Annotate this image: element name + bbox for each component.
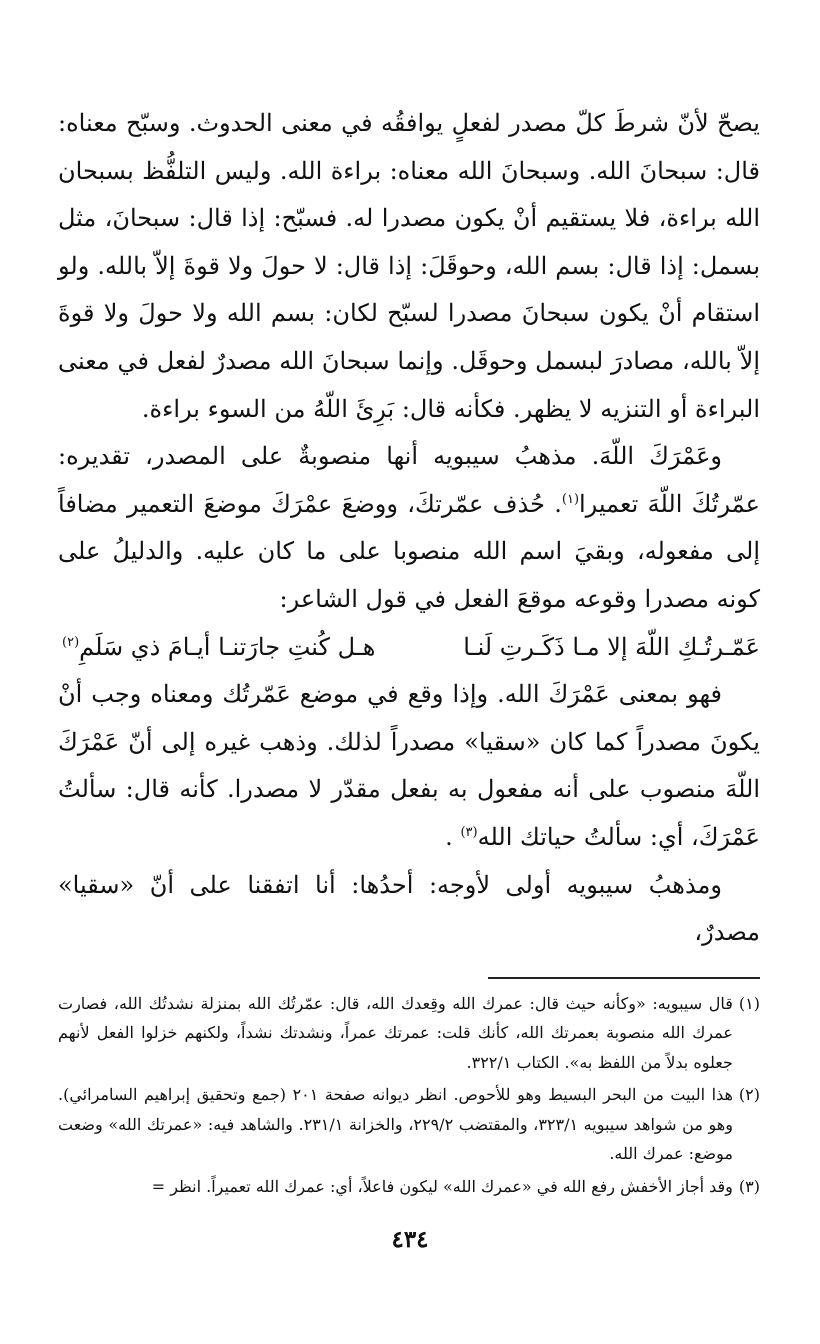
footnote-number: (٣) bbox=[738, 1176, 760, 1196]
period: . bbox=[445, 822, 453, 851]
footnote-number: (١) bbox=[738, 993, 760, 1013]
paragraph-text: ومذهبُ سيبويه أولى لأوجه: أحدُها: أنا اتفقنا على أنّ «سقيا» مصدرٌ، bbox=[58, 870, 760, 947]
period: . bbox=[554, 489, 562, 518]
footnote-ref-1: (١) bbox=[561, 491, 580, 507]
paragraph bbox=[58, 433, 760, 623]
paragraph-text: وعَمْرَكَ اللّهَ. مذهبُ سيبويه أنها منصوبةٌ على المصدر، تقديره: عمّرتُكَ اللّهَ تعميرا bbox=[58, 442, 760, 518]
verse-second-hemistich: هـل كُنتِ جارَتنـا أيـامَ ذي سَلَمِ bbox=[79, 632, 376, 661]
verse-first-hemistich: عَمّـرتُـكِ اللّهَ إلا مـا ذَكَـرتِ لَنـا bbox=[463, 632, 760, 661]
footnote-separator bbox=[488, 977, 760, 979]
footnote-1 bbox=[58, 989, 760, 1078]
footnote-number: (٢) bbox=[738, 1085, 760, 1105]
verse-second-hemistich-wrap bbox=[62, 624, 375, 672]
footnote-text: وقد أجاز الأخفش رفع الله في «عمرك الله» ليكون فاعلاً، أي: عمرك الله تعميراً. انظر = bbox=[151, 1176, 733, 1196]
paragraph-text: فهو بمعنى عَمْرَكَ الله. وإذا وقع في موضع عَمّرتُك ومعناه وجب أنْ يكونَ مصدراً كما كان «سقيا» مصدراً لذلك. وذهب غيره إلى أنّ عَمْرَكَ اللّهَ منصوب على أنه مفعول به بفعل مقدّر لا مصدرا. كأنه قال: سألتُ عَمْرَكَ، أي: سألتُ حياتك الله bbox=[58, 680, 760, 851]
paragraph bbox=[58, 671, 760, 861]
footnote-text: هذا البيت من البحر البسيط وهو للأحوص. انظر ديوانه صفحة ٢٠١ (جمع وتحقيق إبراهيم السامرائي). وهو من شواهد سيبويه ٣٢٣/١، والمقتضب ٢٢٩/٢، والخزانة ٢٣١/١. والشاهد فيه: «عمرتك الله» وضعت موضع: عمرك الله. bbox=[58, 1085, 733, 1164]
poetry-verse bbox=[58, 624, 760, 672]
paragraph-text: يصحّ لأنّ شرطَ كلّ مصدر لفعلٍ يوافقُه في معنى الحدوث. وسبّح معناه: قال: سبحانَ الله. وسبحانَ الله معناه: براءة الله. وليس التلفُّظ بسبحان الله براءة، فلا يستقيم أنْ يكون مصدرا له. فسبّح: إذا قال: سبحانَ، مثل بسمل: إذا قال: بسم الله، وحوقَلَ: إذا قال: لا حولَ ولا قوةَ إلاّ بالله. ولو استقام أنْ يكون سبحانَ مصدرا لسبّح لكان: بسم الله ولا حولَ ولا قوةَ إلاّ بالله، مصادرَ لبسمل وحوقَل. وإنما سبحانَ الله مصدرٌ لفعل في معنى البراءة أو التنزيه لا يظهر. فكأنه قال: بَرِئَ اللّهُ من السوء براءة. bbox=[58, 109, 760, 423]
footnote-ref-2: (٢) bbox=[62, 634, 80, 650]
footnote-text: قال سيبويه: «وكأنه حيث قال: عمرك الله وقِعدك الله، قال: عمّرتُك الله بمنزلة نشدتُك الله، فصارت عمرك الله منصوبة بعمرتك الله، كأنك قلت: عمرتك عمراً، ونشدتك نشداً، ولكنهم خزلوا الفعل لأنهم جعلوه بدلاً من اللفظ به». الكتاب ٣٢٢/١. bbox=[58, 993, 733, 1072]
paragraph bbox=[58, 862, 760, 957]
main-text bbox=[58, 100, 760, 957]
footnote-3 bbox=[58, 1172, 760, 1202]
footnote-2 bbox=[58, 1080, 760, 1169]
footnotes bbox=[58, 989, 760, 1202]
footnote-ref-3: (٣) bbox=[460, 824, 478, 840]
paragraph-text: حُذف عمّرتكَ، ووضعَ عمْرَكَ موضعَ التعمير مضافاً إلى مفعوله، وبقيَ اسم الله منصوبا على ما كان عليه. والدليلُ على كونه مصدرا وقوعه موقعَ الفعل في قول الشاعر: bbox=[58, 489, 760, 613]
page-number: ٤٣٤ bbox=[391, 1226, 429, 1253]
paragraph bbox=[58, 100, 760, 433]
page-body bbox=[58, 100, 760, 1204]
